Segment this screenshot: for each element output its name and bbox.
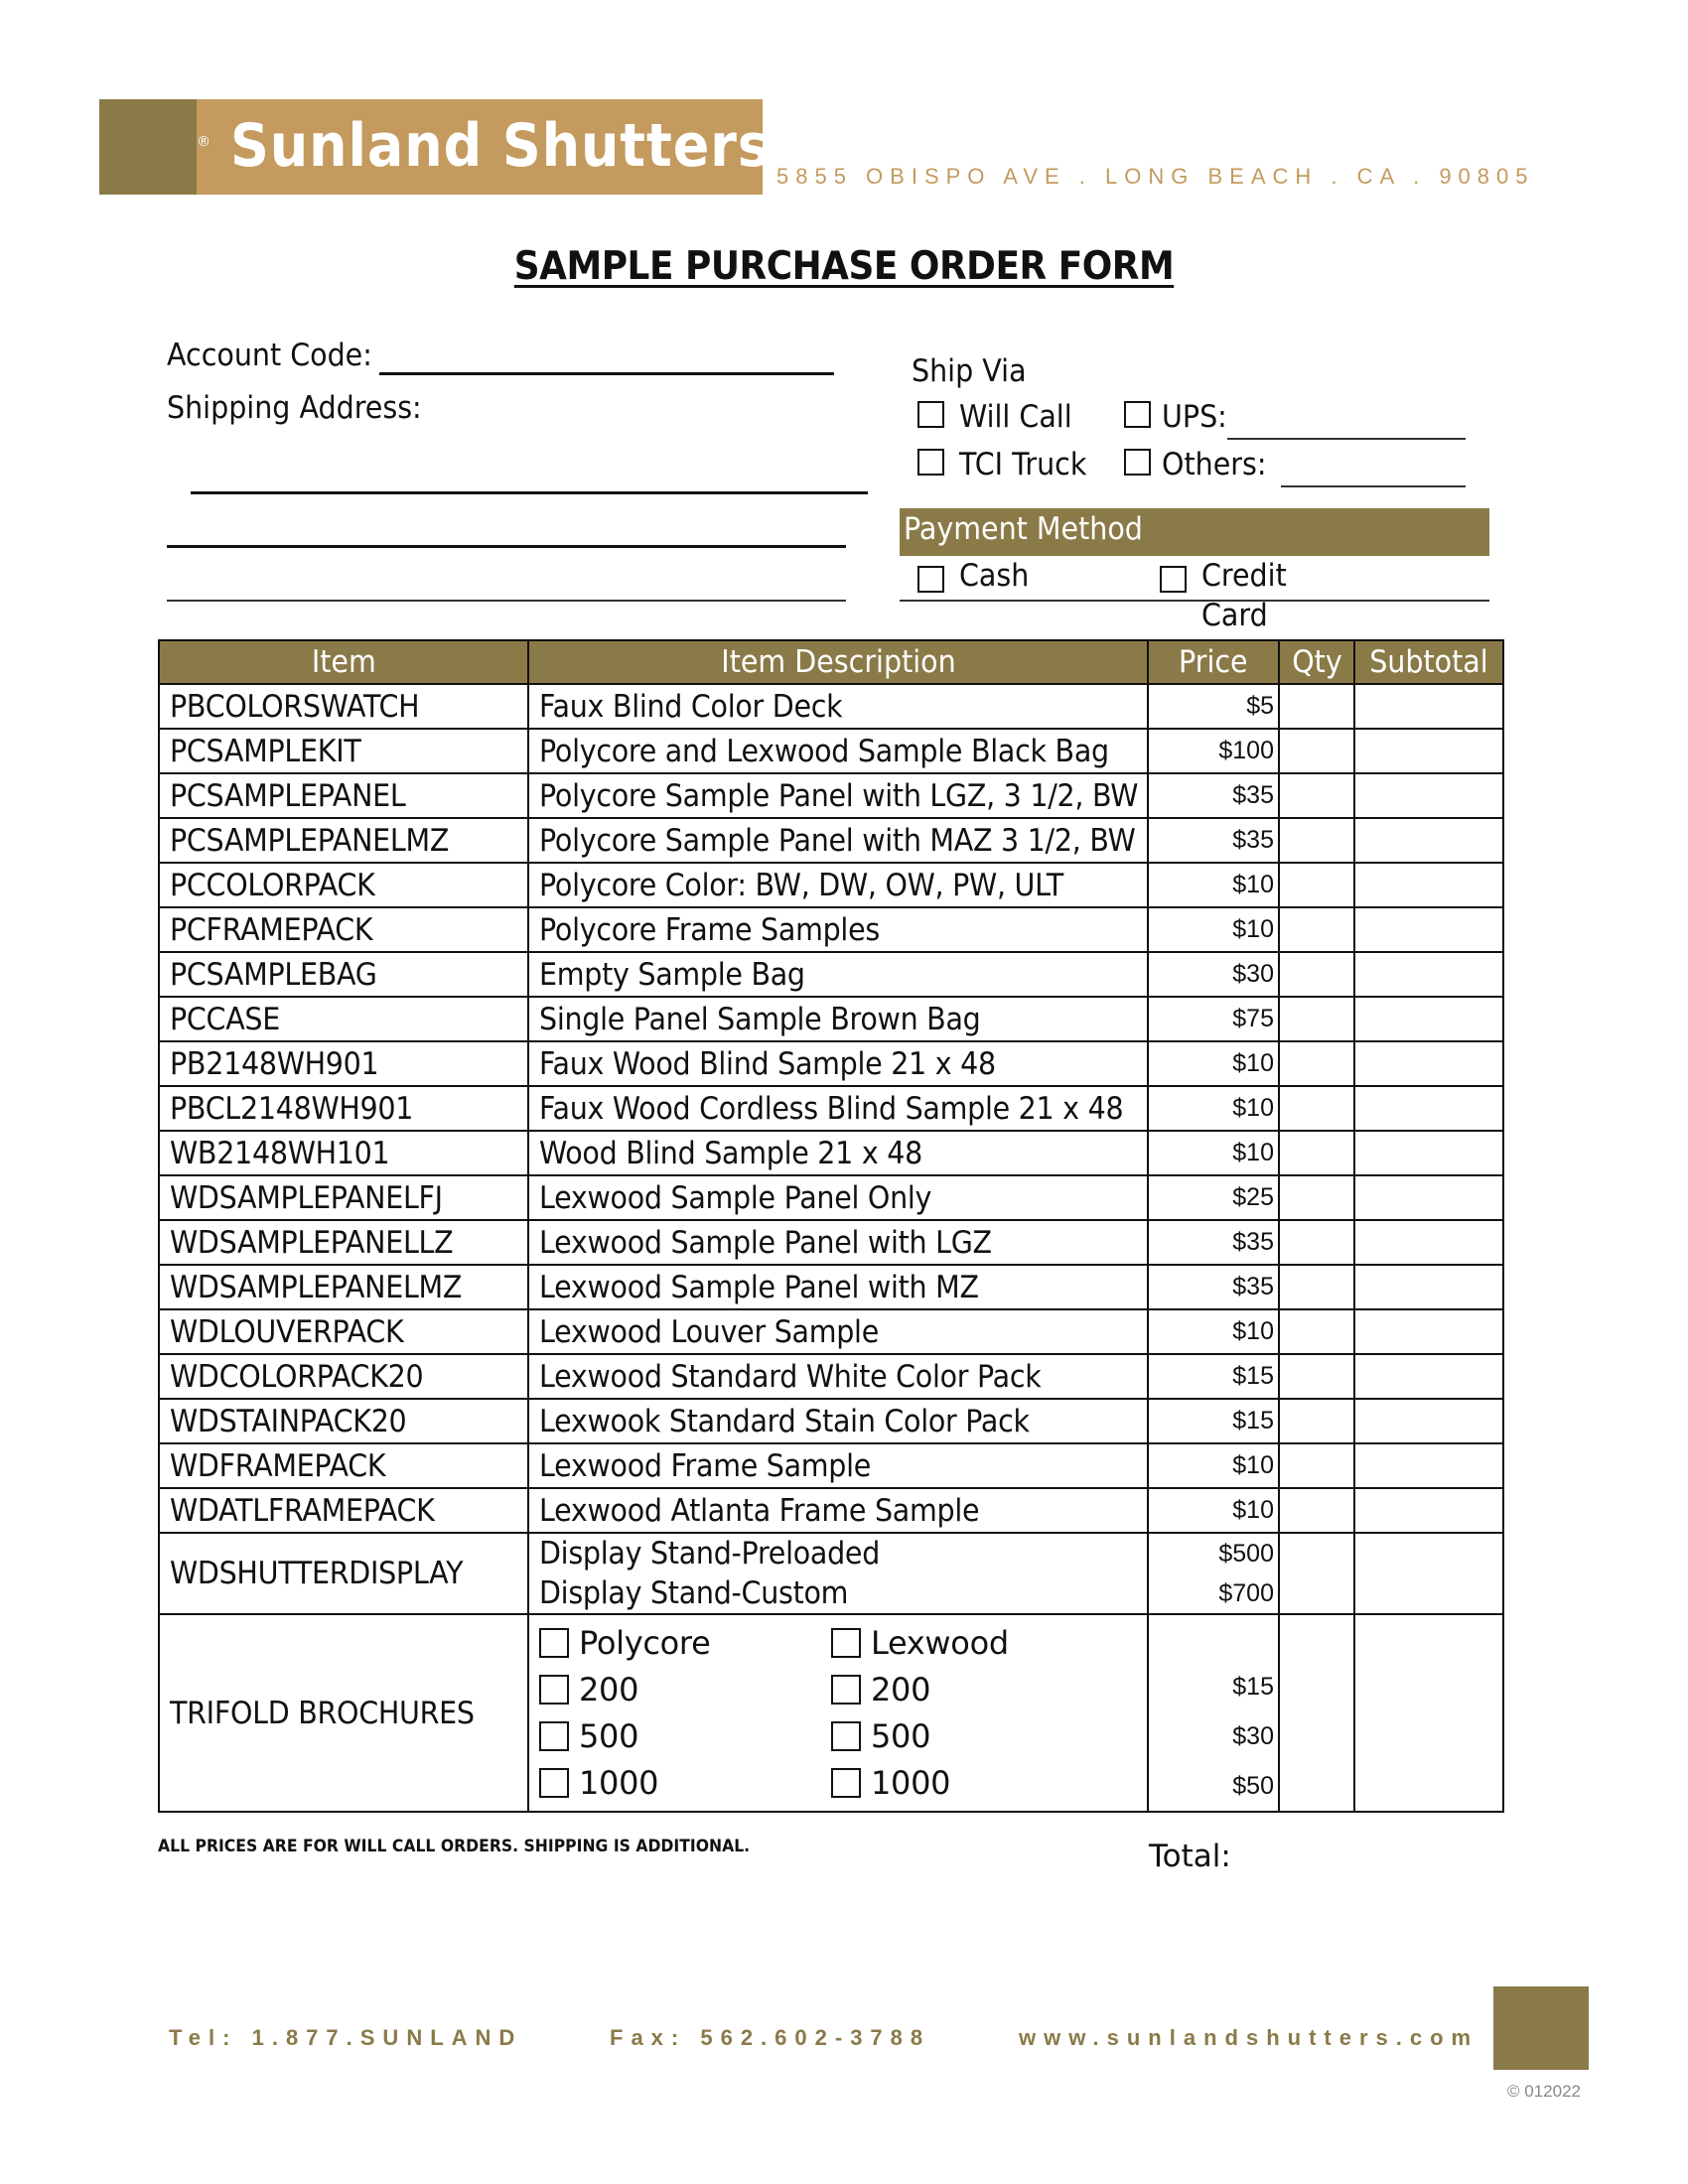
footer-phone: Tel: 1.877.SUNLAND — [169, 2025, 523, 2050]
logo-wordmark: Sunland Shutters — [230, 111, 771, 181]
item-description: Faux Blind Color Deck — [528, 684, 1148, 729]
table-row — [159, 1220, 1503, 1265]
item-description: Lexwood Sample Panel Only — [528, 1175, 1148, 1220]
column-header-price: Price — [1148, 640, 1279, 684]
item-price: $10 — [1148, 1443, 1279, 1488]
item-description: Lexwood Louver Sample — [528, 1309, 1148, 1354]
table-row — [159, 907, 1503, 952]
qty-cell[interactable] — [1279, 1041, 1354, 1086]
qty-cell[interactable] — [1279, 1220, 1354, 1265]
polycore-1000-option[interactable] — [539, 1760, 831, 1807]
table-row — [159, 1131, 1503, 1175]
column-header-item: Item — [159, 640, 528, 684]
table-row — [159, 818, 1503, 863]
shipping-address-line-1[interactable] — [191, 491, 868, 494]
qty-cell[interactable] — [1279, 952, 1354, 997]
table-row — [159, 1399, 1503, 1443]
table-row — [159, 1354, 1503, 1399]
qty-cell[interactable] — [1279, 997, 1354, 1041]
item-price: $10 — [1148, 1041, 1279, 1086]
lexwood-1000-option[interactable] — [831, 1760, 1009, 1807]
item-description: Lexwood Sample Panel with MZ — [528, 1265, 1148, 1309]
item-code: PBCOLORSWATCH — [159, 684, 528, 729]
tci-truck-checkbox[interactable] — [917, 449, 944, 476]
lexwood-500-checkbox[interactable] — [831, 1721, 861, 1751]
subtotal-cell[interactable] — [1354, 1443, 1503, 1488]
account-code-field[interactable] — [379, 372, 834, 375]
ship-via-label: Ship Via — [912, 353, 1027, 389]
shipping-address-line-2[interactable] — [167, 545, 846, 548]
table-row-trifold — [159, 1614, 1503, 1812]
copyright: © 012022 — [1507, 2082, 1581, 2101]
others-field[interactable] — [1281, 485, 1466, 487]
lexwood-option[interactable] — [831, 1620, 1009, 1667]
item-price: $30 — [1148, 952, 1279, 997]
option-label: Polycore — [579, 1624, 711, 1662]
qty-cell[interactable] — [1279, 773, 1354, 818]
item-price: $10 — [1148, 1488, 1279, 1533]
ups-field[interactable] — [1227, 438, 1466, 440]
item-description: Lexwood Atlanta Frame Sample — [528, 1488, 1148, 1533]
item-description: Faux Wood Blind Sample 21 x 48 — [528, 1041, 1148, 1086]
subtotal-cell[interactable] — [1354, 1614, 1503, 1812]
item-code: WDSTAINPACK20 — [159, 1399, 528, 1443]
item-code: PCCASE — [159, 997, 528, 1041]
item-description: Single Panel Sample Brown Bag — [528, 997, 1148, 1041]
qty-cell[interactable] — [1279, 684, 1354, 729]
item-code: WDSAMPLEPANELLZ — [159, 1220, 528, 1265]
qty-cell[interactable] — [1279, 1399, 1354, 1443]
subtotal-cell[interactable] — [1354, 997, 1503, 1041]
item-code: TRIFOLD BROCHURES — [159, 1614, 528, 1812]
item-description: Polycore Sample Panel with LGZ, 3 1/2, BW — [528, 773, 1148, 818]
item-description: Lexwood Standard White Color Pack — [528, 1354, 1148, 1399]
trifold-options — [528, 1614, 1148, 1812]
table-row — [159, 863, 1503, 907]
item-code: PCSAMPLEKIT — [159, 729, 528, 773]
item-price: $35 — [1148, 1265, 1279, 1309]
column-header-description: Item Description — [528, 640, 1148, 684]
subtotal-cell[interactable] — [1354, 1220, 1503, 1265]
credit-card-checkbox[interactable] — [1160, 566, 1187, 593]
item-code: PCSAMPLEPANELMZ — [159, 818, 528, 863]
footer-website[interactable]: www.sunlandshutters.com — [1019, 2025, 1479, 2050]
qty-cell[interactable] — [1279, 1086, 1354, 1131]
item-price: $10 — [1148, 863, 1279, 907]
qty-cell[interactable] — [1279, 907, 1354, 952]
table-row-display — [159, 1533, 1503, 1614]
footer-square — [1493, 1986, 1589, 2070]
item-price: $10 — [1148, 907, 1279, 952]
option-label: 1000 — [579, 1764, 659, 1802]
item-description: Polycore Color: BW, DW, OW, PW, ULT — [528, 863, 1148, 907]
item-code: PCSAMPLEBAG — [159, 952, 528, 997]
polycore-500-option[interactable] — [539, 1713, 831, 1760]
qty-cell[interactable] — [1279, 1614, 1354, 1812]
item-code: PBCL2148WH901 — [159, 1086, 528, 1131]
table-row — [159, 997, 1503, 1041]
item-code: WDSAMPLEPANELMZ — [159, 1265, 528, 1309]
qty-cell[interactable] — [1279, 1354, 1354, 1399]
table-row — [159, 1041, 1503, 1086]
item-description: Polycore and Lexwood Sample Black Bag — [528, 729, 1148, 773]
item-description: Polycore Sample Panel with MAZ 3 1/2, BW — [528, 818, 1148, 863]
item-description: Polycore Frame Samples — [528, 907, 1148, 952]
will-call-label: Will Call — [959, 399, 1072, 435]
subtotal-cell[interactable] — [1354, 1086, 1503, 1131]
item-code: PB2148WH901 — [159, 1041, 528, 1086]
footer-fax: Fax: 562.602-3788 — [610, 2025, 931, 2050]
payment-method-label: Payment Method — [904, 511, 1143, 547]
column-header-qty: Qty — [1279, 640, 1354, 684]
page-title: SAMPLE PURCHASE ORDER FORM — [513, 244, 1175, 289]
qty-cell[interactable] — [1279, 1309, 1354, 1354]
item-price: $35 — [1148, 1220, 1279, 1265]
table-row — [159, 1309, 1503, 1354]
table-row — [159, 729, 1503, 773]
option-label: 200 — [579, 1671, 639, 1708]
option-label: 500 — [871, 1717, 931, 1755]
qty-cell[interactable] — [1279, 1533, 1354, 1614]
table-row — [159, 1265, 1503, 1309]
subtotal-cell[interactable] — [1354, 684, 1503, 729]
item-price: $100 — [1148, 729, 1279, 773]
will-call-checkbox[interactable] — [917, 401, 944, 428]
item-code: PCCOLORPACK — [159, 863, 528, 907]
item-price: $10 — [1148, 1309, 1279, 1354]
logo-registered-mark: ® — [197, 134, 211, 150]
credit-label: Credit — [1201, 558, 1287, 594]
lexwood-1000-checkbox[interactable] — [831, 1768, 861, 1798]
ups-label: UPS: — [1162, 399, 1227, 435]
polycore-1000-checkbox[interactable] — [539, 1768, 569, 1798]
logo-square — [99, 99, 197, 195]
table-row — [159, 684, 1503, 729]
item-price: $25 — [1148, 1175, 1279, 1220]
item-price: $15 — [1148, 1354, 1279, 1399]
item-price: $15 $30 $50 — [1148, 1614, 1279, 1812]
item-price: $15 — [1148, 1399, 1279, 1443]
polycore-500-checkbox[interactable] — [539, 1721, 569, 1751]
item-code: WDLOUVERPACK — [159, 1309, 528, 1354]
item-description: Lexwood Sample Panel with LGZ — [528, 1220, 1148, 1265]
subtotal-cell[interactable] — [1354, 907, 1503, 952]
subtotal-cell[interactable] — [1354, 818, 1503, 863]
company-address: 5855 OBISPO AVE . LONG BEACH . CA . 90805 — [776, 164, 1535, 189]
items-table — [158, 639, 1504, 1813]
table-row — [159, 952, 1503, 997]
card-label: Card — [1201, 598, 1268, 633]
item-code: PCFRAMEPACK — [159, 907, 528, 952]
polycore-checkbox[interactable] — [539, 1628, 569, 1658]
table-row — [159, 1086, 1503, 1131]
item-price: $35 — [1148, 818, 1279, 863]
item-description: Empty Sample Bag — [528, 952, 1148, 997]
qty-cell[interactable] — [1279, 1175, 1354, 1220]
subtotal-cell[interactable] — [1354, 1041, 1503, 1086]
total-label: Total: — [1149, 1839, 1231, 1874]
item-price: $10 — [1148, 1086, 1279, 1131]
item-description: Lexwook Standard Stain Color Pack — [528, 1399, 1148, 1443]
subtotal-cell[interactable] — [1354, 1354, 1503, 1399]
qty-cell[interactable] — [1279, 729, 1354, 773]
item-code: WDSAMPLEPANELFJ — [159, 1175, 528, 1220]
subtotal-cell[interactable] — [1354, 1175, 1503, 1220]
subtotal-cell[interactable] — [1354, 1399, 1503, 1443]
subtotal-cell[interactable] — [1354, 773, 1503, 818]
others-label: Others: — [1162, 447, 1267, 482]
tci-truck-label: TCI Truck — [959, 447, 1087, 482]
table-row — [159, 773, 1503, 818]
item-price: $500 $700 — [1148, 1533, 1279, 1614]
qty-cell[interactable] — [1279, 1265, 1354, 1309]
item-price: $75 — [1148, 997, 1279, 1041]
item-code: PCSAMPLEPANEL — [159, 773, 528, 818]
polycore-200-option[interactable] — [539, 1667, 831, 1713]
column-header-subtotal: Subtotal — [1354, 640, 1503, 684]
table-row — [159, 1443, 1503, 1488]
polycore-option[interactable] — [539, 1620, 831, 1667]
table-row — [159, 1488, 1503, 1533]
option-label: 1000 — [871, 1764, 951, 1802]
subtotal-cell[interactable] — [1354, 1309, 1503, 1354]
option-label: 200 — [871, 1671, 931, 1708]
item-description: Faux Wood Cordless Blind Sample 21 x 48 — [528, 1086, 1148, 1131]
qty-cell[interactable] — [1279, 1488, 1354, 1533]
ups-checkbox[interactable] — [1124, 401, 1151, 428]
lexwood-500-option[interactable] — [831, 1713, 1009, 1760]
item-code: WDSHUTTERDISPLAY — [159, 1533, 528, 1614]
others-checkbox[interactable] — [1124, 449, 1151, 476]
lexwood-200-option[interactable] — [831, 1667, 1009, 1713]
shipping-address-line-3[interactable] — [167, 600, 846, 602]
item-price: $35 — [1148, 773, 1279, 818]
cash-checkbox[interactable] — [917, 566, 944, 593]
item-description: Wood Blind Sample 21 x 48 — [528, 1131, 1148, 1175]
table-row — [159, 1175, 1503, 1220]
account-code-label: Account Code: — [167, 338, 372, 373]
cash-label: Cash — [959, 558, 1030, 594]
payment-method-underline — [900, 600, 1489, 602]
qty-cell[interactable] — [1279, 1443, 1354, 1488]
pricing-note: ALL PRICES ARE FOR WILL CALL ORDERS. SHIPPING IS ADDITIONAL. — [158, 1837, 751, 1856]
item-code: WDCOLORPACK20 — [159, 1354, 528, 1399]
item-description: Lexwood Frame Sample — [528, 1443, 1148, 1488]
subtotal-cell[interactable] — [1354, 1131, 1503, 1175]
qty-cell[interactable] — [1279, 1131, 1354, 1175]
subtotal-cell[interactable] — [1354, 952, 1503, 997]
option-label: 500 — [579, 1717, 639, 1755]
subtotal-cell[interactable] — [1354, 1265, 1503, 1309]
polycore-200-checkbox[interactable] — [539, 1675, 569, 1705]
qty-cell[interactable] — [1279, 863, 1354, 907]
item-description: Display Stand-Preloaded Display Stand-Custom — [528, 1533, 1148, 1614]
subtotal-cell[interactable] — [1354, 863, 1503, 907]
lexwood-200-checkbox[interactable] — [831, 1675, 861, 1705]
shipping-address-label: Shipping Address: — [167, 390, 422, 426]
item-price: $5 — [1148, 684, 1279, 729]
item-code: WB2148WH101 — [159, 1131, 528, 1175]
subtotal-cell[interactable] — [1354, 1488, 1503, 1533]
qty-cell[interactable] — [1279, 818, 1354, 863]
table-header-row — [159, 640, 1503, 684]
option-label: Lexwood — [871, 1624, 1009, 1662]
subtotal-cell[interactable] — [1354, 729, 1503, 773]
subtotal-cell[interactable] — [1354, 1533, 1503, 1614]
item-code: WDATLFRAMEPACK — [159, 1488, 528, 1533]
item-price: $10 — [1148, 1131, 1279, 1175]
lexwood-checkbox[interactable] — [831, 1628, 861, 1658]
item-code: WDFRAMEPACK — [159, 1443, 528, 1488]
